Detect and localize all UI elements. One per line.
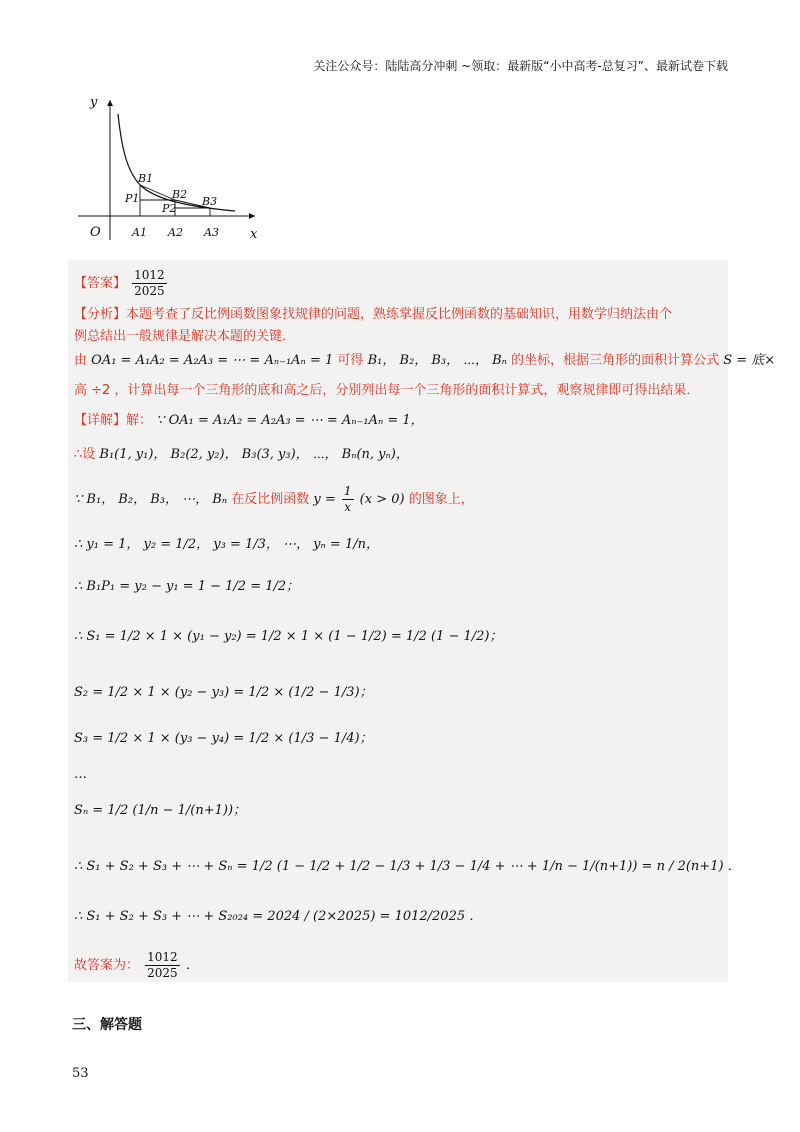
detail-line-7: S₂ = 1/2 × 1 × (y₂ − y₃) = 1/2 × (1/2 − 1/3)；	[74, 685, 373, 700]
label-a1: A1	[132, 226, 147, 239]
detail-line-4: ∴ y₁ = 1， y₂ = 1/2， y₃ = 1/3， ⋯， yₙ = 1/n，	[74, 537, 379, 552]
final-fraction: $\frac{1012}{2025}$	[147, 950, 178, 980]
label-b3: B3	[202, 195, 218, 208]
answer-fraction: $\frac{1012}{2025}$	[134, 268, 165, 298]
origin-label: O	[90, 225, 101, 240]
analysis-line-1: 【分析】本题考查了反比例函数图象找规律的问题，熟练掌握反比例函数的基础知识，用数学归纳法由个	[74, 307, 673, 322]
inverse-function-graph	[70, 92, 270, 244]
section-title: 三、解答题	[72, 1017, 142, 1033]
detail-line-12: ∴ S₁ + S₂ + S₃ + ⋯ + S₂₀₂₄ = 2024 / (2×2025) = 1012/2025 ．	[74, 909, 483, 924]
detail-line-10: Sₙ = 1/2 (1/n − 1/(n+1))；	[74, 803, 247, 818]
analysis-line-4: 高 ÷2 ，计算出每一个三角形的底和高之后，分别列出每一个三角形的面积计算式，观察规律即可得出结果．	[74, 383, 700, 398]
page-header: 关注公众号：陆陆高分冲刺 ~领取：最新版“小中高考-总复习”、最新试卷下载	[313, 59, 728, 73]
y-label: y	[90, 95, 98, 110]
detail-line-2: ∴设 B₁(1, y₁)， B₂(2, y₂)， B₃(3, y₃)， ⋯， Bₙ(n, yₙ)，	[74, 447, 409, 462]
detail-line-9: …	[74, 767, 87, 782]
detail-line-1: 【详解】解： ∵ OA₁ = A₁A₂ = A₂A₃ = ⋯ = Aₙ₋₁Aₙ = 1，	[74, 413, 424, 428]
analysis-line-2: 例总结出一般规律是解决本题的关键．	[74, 329, 296, 344]
detail-line-8: S₃ = 1/2 × 1 × (y₃ − y₄) = 1/2 × (1/3 − 1/4)；	[74, 731, 373, 746]
label-b2: B2	[172, 188, 188, 201]
label-p1: P1	[125, 192, 140, 205]
page-number: 53	[72, 1066, 89, 1081]
detail-line-5: ∴ B₁P₁ = y₂ − y₁ = 1 − 1/2 = 1/2；	[74, 579, 300, 594]
segment-b1-b2	[140, 185, 175, 200]
x-axis-arrow	[249, 213, 255, 219]
analysis-line-3: 由 OA₁ = A₁A₂ = A₂A₃ = ⋯ = Aₙ₋₁Aₙ = 1 可得 B₁， B₂， B₃， ⋯， Bₙ 的坐标，根据三角形的面积计算公式 S = 底×	[74, 353, 776, 368]
detail-tag: 【详解】	[74, 413, 127, 428]
y-axis-arrow	[107, 100, 113, 106]
detail-line-3: ∵ B₁， B₂， B₃， ⋯， Bₙ 在反比例函数 y = $\frac{1}{x}$ (x > 0) 的图象上，	[74, 484, 474, 514]
final-answer-line: 故答案为： $\frac{1012}{2025}$ ．	[74, 950, 199, 980]
function-fraction: $\frac{1}{x}$	[343, 484, 352, 514]
answer-tag: 【答案】	[74, 276, 127, 291]
x-label: x	[250, 227, 258, 242]
answer-line	[74, 268, 169, 299]
label-b1: B1	[138, 172, 154, 185]
label-a2: A2	[168, 226, 183, 239]
detail-line-11: ∴ S₁ + S₂ + S₃ + ⋯ + Sₙ = 1/2 (1 − 1/2 + 1/2 − 1/3 + 1/3 − 1/4 + ⋯ + 1/n − 1/(n+1)) = n / 2(n+1) ．	[74, 859, 741, 874]
label-a3: A3	[204, 226, 219, 239]
label-p2: P2	[162, 202, 177, 215]
analysis-tag: 【分析】	[74, 307, 127, 322]
detail-line-6: ∴ S₁ = 1/2 × 1 × (y₁ − y₂) = 1/2 × 1 × (1 − 1/2) = 1/2 (1 − 1/2)；	[74, 629, 503, 644]
